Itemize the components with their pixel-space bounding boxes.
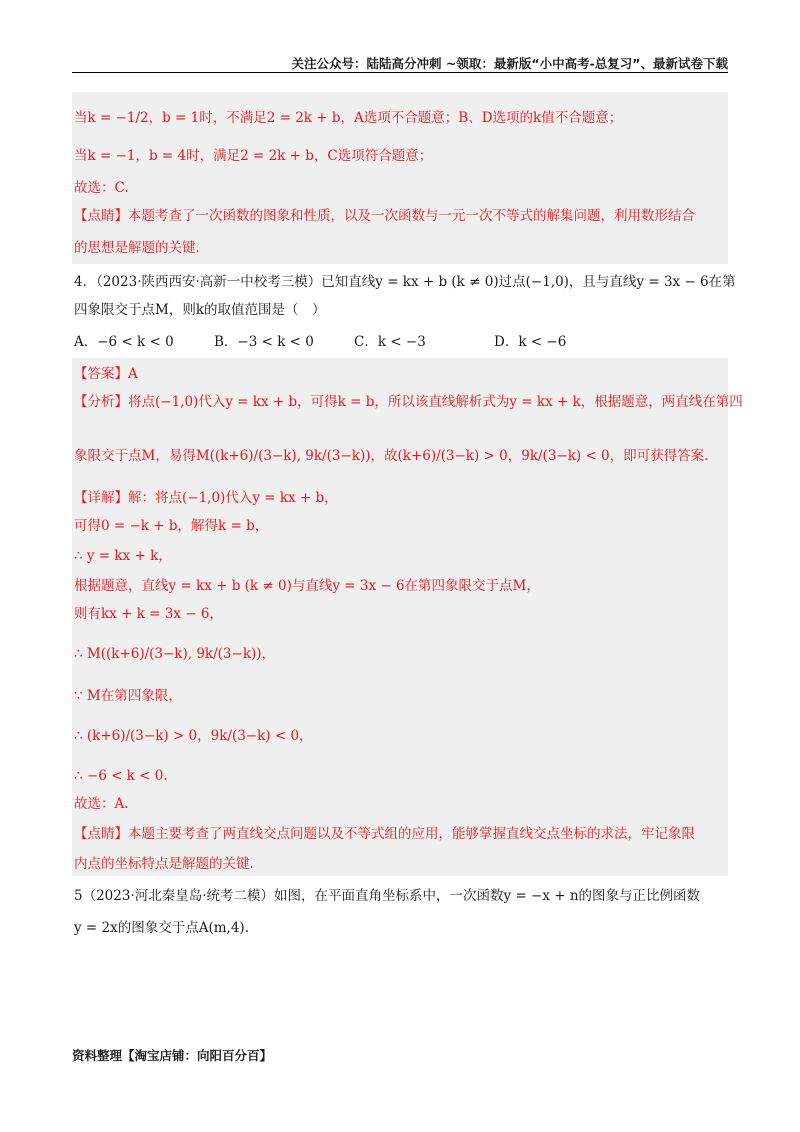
analysis-line: 【分析】将点(−1,0)代入y = kx + b，可得k = b，所以该直线解析式为y = kx + k，根据题意，两直线在第四 [74,394,743,410]
comment-line: 【点睛】本题考查了一次函数的图象和性质，以及一次函数与一元一次不等式的解集问题，利用数形结合 [74,208,695,224]
question-4-stem: 4．（2023·陕西西安·高新一中校考三模）已知直线y = kx + b (k ≠ 0)过点(−1,0)，且与直线y = 3x − 6在第 [74,274,736,290]
detail-line: 则有kx + k = 3x − 6， [74,606,223,622]
page-footer: 资料整理【淘宝店铺：向阳百分百】 [72,1048,273,1063]
comment-line: 的思想是解题的关键. [74,240,200,256]
header-rule [72,72,728,73]
detail-line: ∴ M((k+6)/(3−k), 9k/(3−k))， [74,646,276,662]
detail-line: 故选：A. [74,796,129,812]
detail-line: 可得0 = −k + b，解得k = b， [74,518,269,534]
question-4-stem: 四象限交于点M，则k的取值范围是（ ） [74,302,326,318]
option-d: D．k < −6 [494,334,567,350]
option-c: C．k < −3 [354,334,426,350]
detail-line: ∴ y = kx + k， [74,548,172,564]
detail-line: ∴ −6 < k < 0. [74,768,168,784]
detail-line: ∴ (k+6)/(3−k) > 0，9k/(3−k) < 0， [74,728,313,744]
answer-line: 【答案】A [74,366,138,382]
analysis-line: 象限交于点M，易得M((k+6)/(3−k), 9k/(3−k))，故(k+6)/(3−k) > 0，9k/(3−k) < 0，即可获得答案. [74,448,709,464]
detail-line: 根据题意，直线y = kx + b (k ≠ 0)与直线y = 3x − 6在第四象限交于点M， [74,578,540,594]
solution-line: 当k = −1/2，b = 1时，不满足2 = 2k + b，A选项不合题意；B、D选项的k值不合题意； [74,110,623,126]
page-header: 关注公众号：陆陆高分冲刺 ~领取：最新版“小中高考-总复习”、最新试卷下载 [291,56,728,71]
option-a: A．−6 < k < 0 [74,334,174,350]
detail-line: ∵ M在第四象限， [74,688,182,704]
detail-line: 【详解】解：将点(−1,0)代入y = kx + b， [74,490,338,506]
comment-line: 【点睛】本题主要考查了两直线交点问题以及不等式组的应用，能够掌握直线交点坐标的求法，牢记象限 [74,826,695,842]
question-5-stem: y = 2x的图象交于点A(m,4). [74,920,249,936]
option-b: B．−3 < k < 0 [214,334,314,350]
comment-line: 内点的坐标特点是解题的关键. [74,856,254,872]
solution-line: 故选：C. [74,180,129,196]
question-5-stem: 5（2023·河北秦皇岛·统考二模）如图，在平面直角坐标系中，一次函数y = −x + n的图象与正比例函数 [74,888,701,904]
solution-line: 当k = −1，b = 4时，满足2 = 2k + b，C选项符合题意； [74,148,433,164]
